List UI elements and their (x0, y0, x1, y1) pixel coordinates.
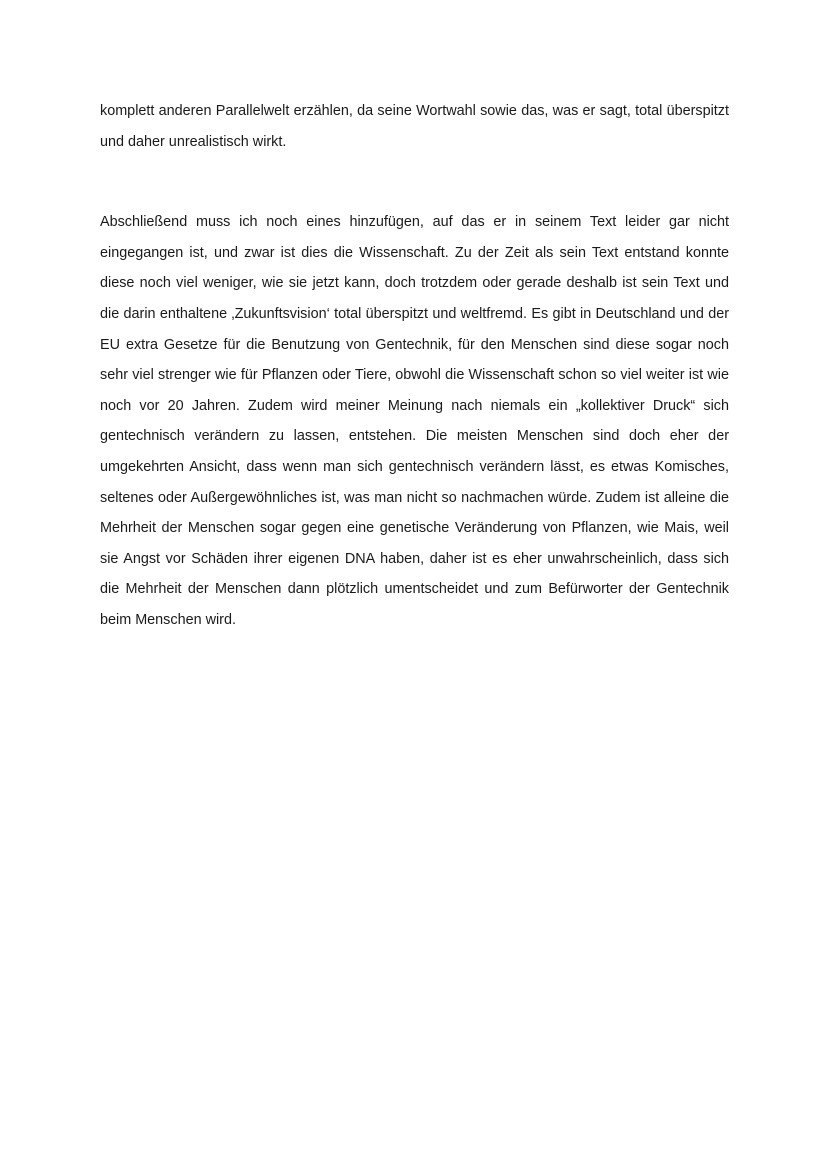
document-body (100, 96, 729, 636)
paragraph-conclusion: Abschließend muss ich noch eines hinzufügen, auf das er in seinem Text leider gar nicht eingegangen ist, und zwar ist dies die Wissenschaft. Zu der Zeit als sein Text entstand konnte diese noch viel weniger, wie sie jetzt kann, doch trotzdem oder gerade deshalb ist sein Text und die darin enthaltene ‚Zukunftsvision‘ total überspitzt und weltfremd. Es gibt in Deutschland und der EU extra Gesetze für die Benutzung von Gentechnik, für den Menschen sind diese sogar noch sehr viel strenger wie für Pflanzen oder Tiere, obwohl die Wissenschaft schon so viel weiter ist wie noch vor 20 Jahren. Zudem wird meiner Meinung nach niemals ein „kollektiver Druck“ sich gentechnisch verändern zu lassen, entstehen. Die meisten Menschen sind doch eher der umgekehrten Ansicht, dass wenn man sich gentechnisch verändern lässt, es etwas Komisches, seltenes oder Außergewöhnliches ist, was man nicht so nachmachen würde. Zudem ist alleine die Mehrheit der Menschen sogar gegen eine genetische Veränderung von Pflanzen, wie Mais, weil sie Angst vor Schäden ihrer eigenen DNA haben, daher ist es eher unwahrscheinlich, dass sich die Mehrheit der Menschen dann plötzlich umentscheidet und zum Befürworter der Gentechnik beim Menschen wird. (100, 214, 729, 628)
paragraph-continuation: komplett anderen Parallelwelt erzählen, da seine Wortwahl sowie das, was er sagt, total überspitzt und daher unrealistisch wirkt. (100, 103, 729, 150)
